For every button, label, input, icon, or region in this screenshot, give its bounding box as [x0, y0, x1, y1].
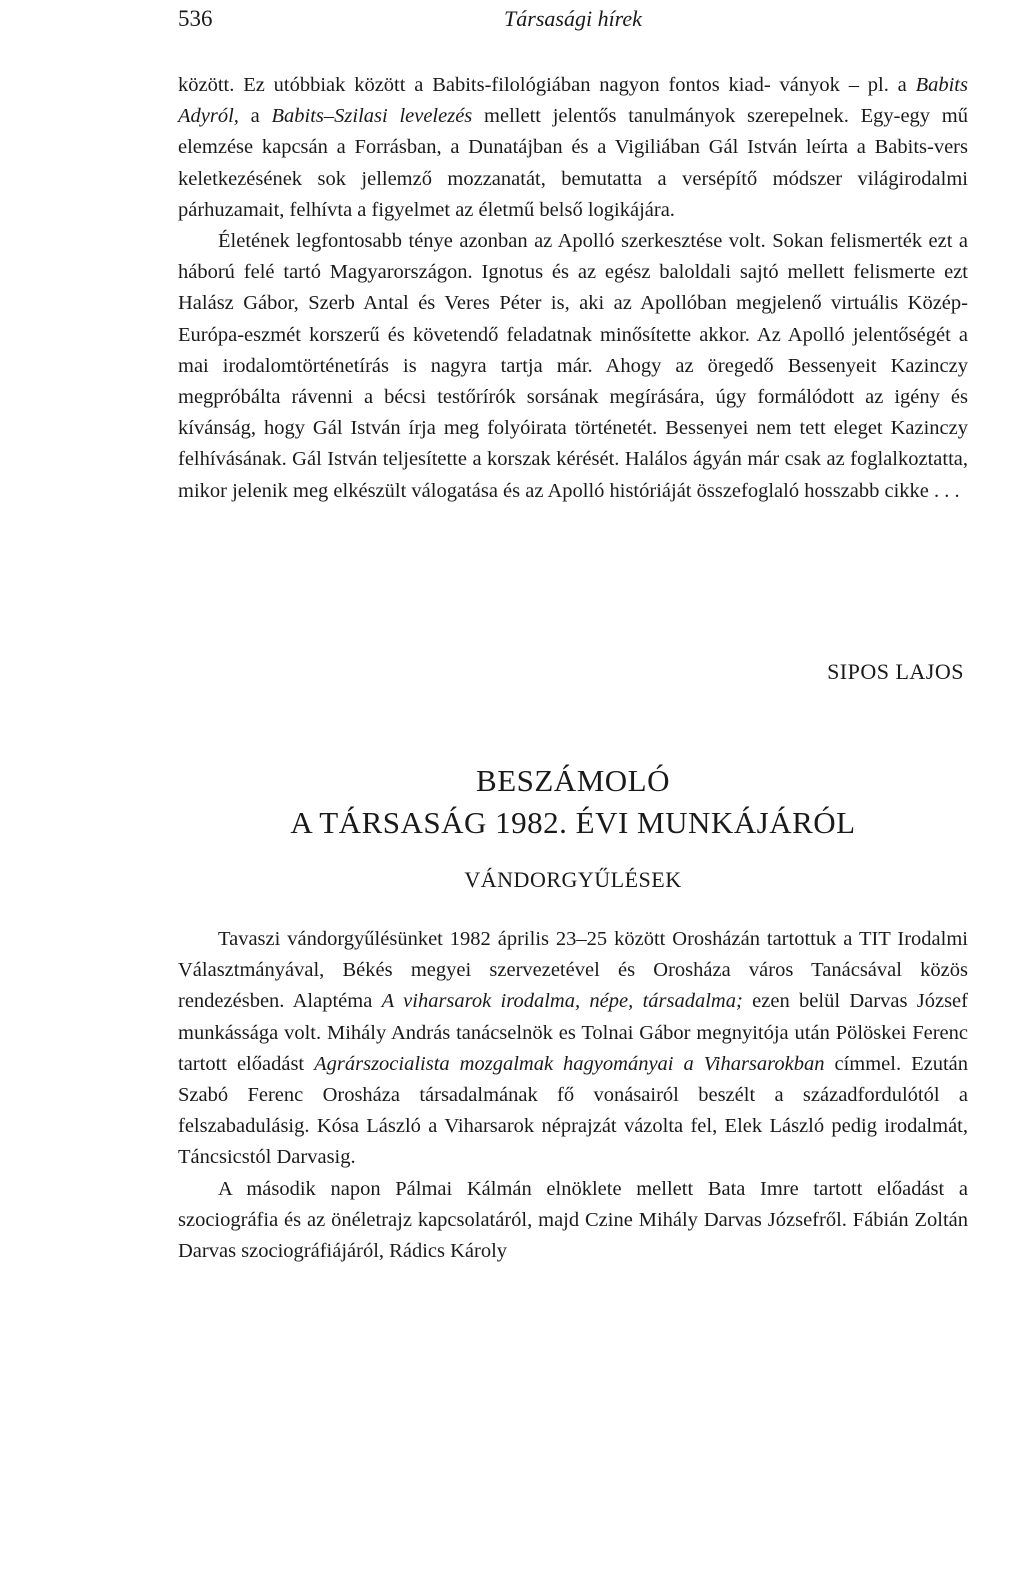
article-paragraph-1: [178, 70, 968, 226]
text-run: Tavaszi vándorgyűlésünket 1982 április 23–25 között Orosházán tartottuk a TIT Irodalmi Választmányával, Békés megyei szervezetével és Orosháza város Tanácsával közös rendezésben. Alaptéma: [178, 928, 968, 1013]
report-paragraph-1: [178, 924, 968, 1174]
report-title: [178, 760, 968, 844]
text-run: címmel. Ezután Szabó Ferenc Orosháza társadalmának fő vonásairól beszélt a századfordulótól a felszabadulásig. Kósa László a Viharsarok néprajzát vázolta fel, Elek László pedig irodalmát, Táncsicstól Darvasig.: [178, 1052, 968, 1169]
text-run: ványok – pl. a: [779, 74, 916, 96]
report-title-line-1: BESZÁMOLÓ: [476, 763, 670, 798]
text-run: a: [238, 105, 272, 128]
section-heading: VÁNDORGYŰLÉSEK: [464, 867, 682, 892]
report-text: [178, 924, 968, 1267]
text-run: mellett jelentős tanulmányok szerepelnek. Egy-egy mű elemzése kapcsán a Forrásban, a Dunatájban és a Vigiliában Gál István leírta a Babits-vers keletkezésének sok jellemző mozzanatát, bemutatta a versépítő módszer világirodalmi párhuzamait, felhívta a figyelmet az életmű belső logikájára.: [178, 105, 968, 221]
title-run: Babits–Szilasi levelezés: [271, 105, 473, 128]
page-number: 536: [178, 6, 213, 31]
text-run: között. Ez utóbbiak között a Babits-filológiában nagyon fontos kiad-: [178, 74, 771, 96]
article-paragraph-2: Életének legfontosabb ténye azonban az Apolló szerkesztése volt. Sokan felismerték ezt a háború felé tartó Magyarországon. Ignotus és az egész baloldali sajtó mellett felismerte ezt Halász Gábor, Szerb Antal és Veres Péter is, aki az Apollóban megjelenő virtuális Közép-Európa-eszmét korszerű és követendő feladatnak minősítette akkor. Az Apolló jelentőségét a mai irodalomtörténetírás is nagyra tartja már. Ahogy az öregedő Bessenyeit Kazinczy megpróbálta rávenni a bécsi testőrírók sorsának megírására, úgy formálódott az igény és kívánság, hogy Gál István írja meg folyóirata történetét. Bessenyei nem tett eleget Kazinczy felhívásának. Gál István teljesítette a korszak kérését. Halálos ágyán már csak az foglalkoztatta, mikor jelenik meg elkészült válogatása és az Apolló históriáját összefoglaló hosszabb cikke . . .: [178, 230, 968, 502]
author-signature: SIPOS LAJOS: [827, 659, 964, 684]
text-run: ezen belül Darvas József munkássága volt. Mihály András tanácselnök es Tolnai Gábor megnyitója után Pölöskei Ferenc tartott előadást: [178, 990, 968, 1075]
running-head: [178, 4, 968, 36]
report-title-line-2: A TÁRSASÁG 1982. ÉVI MUNKÁJÁRÓL: [290, 805, 856, 840]
title-run: Babits Adyról,: [178, 74, 968, 128]
running-title: Társasági hírek: [504, 6, 642, 31]
report-paragraph-2: A második napon Pálmai Kálmán elnöklete mellett Bata Imre tartott előadást a szociográfia és az önéletrajz kapcsolatáról, majd Czine Mihály Darvas Józsefről. Fábián Zoltán Darvas szociográfiájáról, Rádics Károly: [178, 1177, 968, 1263]
title-run: A viharsarok irodalma, népe, társadalma;: [381, 990, 743, 1013]
title-run: Agrárszocialista mozgalmak hagyományai a Viharsarokban: [314, 1052, 825, 1075]
article-text: [178, 70, 968, 507]
